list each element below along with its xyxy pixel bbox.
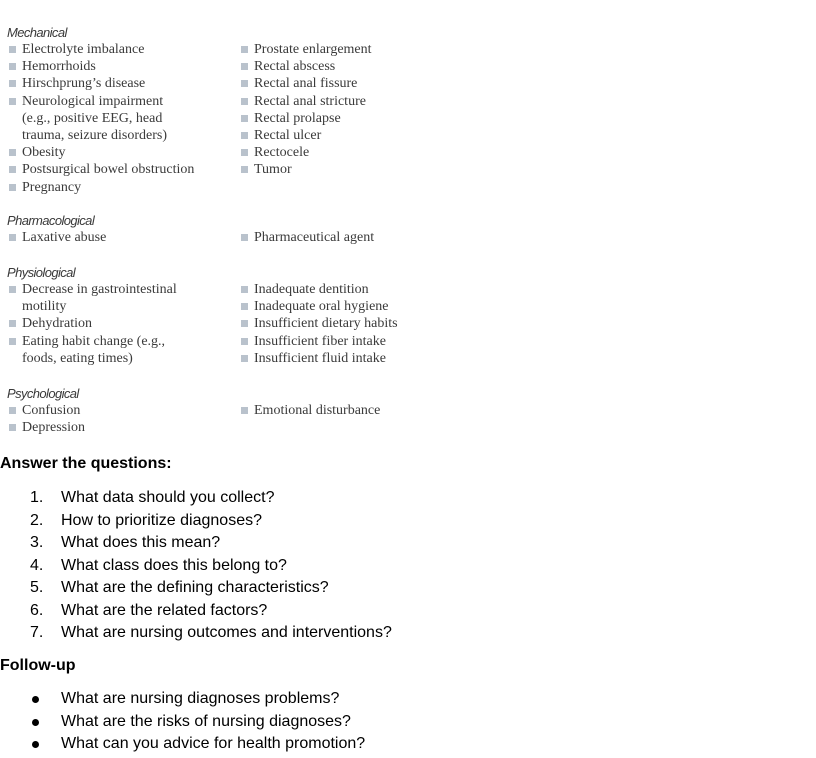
square-bullet-icon <box>9 338 16 345</box>
square-bullet-icon <box>241 320 248 327</box>
square-bullet-icon <box>9 166 16 173</box>
square-bullet-icon <box>241 303 248 310</box>
question-text: How to prioritize diagnoses? <box>61 511 262 529</box>
question-text: What are the related factors? <box>61 601 268 619</box>
question-text: What class does this belong to? <box>61 556 287 574</box>
question-text: What are the defining characteristics? <box>61 579 329 596</box>
followup-text: What are nursing diagnoses problems? <box>61 690 340 707</box>
followup-item <box>0 733 816 756</box>
square-bullet-icon <box>241 80 248 87</box>
square-bullet-icon <box>9 149 16 156</box>
square-bullet-icon <box>241 166 248 173</box>
list-item: Electrolyte imbalance <box>9 41 234 58</box>
factor-column-right <box>241 229 441 246</box>
section-title: Pharmacological <box>7 213 95 228</box>
list-item: Prostate enlargement <box>241 41 441 58</box>
question-item <box>0 510 816 533</box>
list-item: Rectocele <box>241 144 441 161</box>
list-item: Rectal abscess <box>241 58 441 75</box>
section-title: Mechanical <box>7 25 67 40</box>
factor-column-left <box>9 402 234 436</box>
list-item: Eating habit change (e.g., foods, eating times) <box>9 333 234 367</box>
square-bullet-icon <box>9 407 16 414</box>
factor-column-left <box>9 281 234 367</box>
factor-column-left <box>9 229 234 246</box>
questions-list <box>0 487 816 645</box>
list-item: Depression <box>9 419 234 436</box>
square-bullet-icon <box>9 184 16 191</box>
list-item: Laxative abuse <box>9 229 234 246</box>
list-item: Tumor <box>241 161 441 178</box>
question-item <box>0 622 816 645</box>
question-item <box>0 600 816 623</box>
square-bullet-icon <box>9 424 16 431</box>
list-item: Insufficient fiber intake <box>241 333 441 350</box>
square-bullet-icon <box>241 98 248 105</box>
factor-column-right <box>241 41 441 179</box>
question-text: What are nursing outcomes and interventions? <box>61 624 392 641</box>
square-bullet-icon <box>9 234 16 241</box>
bullet-icon <box>32 719 39 726</box>
question-number: 1. <box>30 489 44 506</box>
square-bullet-icon <box>9 46 16 53</box>
question-text: What does this mean? <box>61 534 221 551</box>
list-item: Neurological impairment (e.g., positive EEG, head trauma, seizure disorders) <box>9 93 234 145</box>
followup-text: What can you advice for health promotion? <box>61 735 366 752</box>
list-item: Hirschprung’s disease <box>9 75 234 92</box>
bullet-icon <box>32 741 39 748</box>
list-item: Obesity <box>9 144 234 161</box>
list-item: Confusion <box>9 402 234 419</box>
question-number: 6. <box>30 601 44 619</box>
question-text: What data should you collect? <box>61 489 275 506</box>
list-item: Insufficient dietary habits <box>241 315 441 332</box>
question-number: 5. <box>30 579 44 596</box>
list-item: Inadequate dentition <box>241 281 441 298</box>
factor-column-right <box>241 402 441 419</box>
question-number: 3. <box>30 534 44 551</box>
question-number: 4. <box>30 556 44 574</box>
square-bullet-icon <box>241 355 248 362</box>
question-number: 2. <box>30 511 44 529</box>
question-item <box>0 532 816 555</box>
section-title: Psychological <box>7 386 79 401</box>
followup-item <box>0 688 816 711</box>
square-bullet-icon <box>9 80 16 87</box>
list-item: Insufficient fluid intake <box>241 350 441 367</box>
question-number: 7. <box>30 624 44 641</box>
square-bullet-icon <box>241 46 248 53</box>
factor-column-right <box>241 281 441 367</box>
list-item: Dehydration <box>9 315 234 332</box>
question-item <box>0 487 816 510</box>
square-bullet-icon <box>241 234 248 241</box>
list-item: Pregnancy <box>9 179 234 196</box>
square-bullet-icon <box>9 320 16 327</box>
square-bullet-icon <box>241 115 248 122</box>
followup-text: What are the risks of nursing diagnoses? <box>61 712 351 730</box>
list-item: Rectal anal stricture <box>241 93 441 110</box>
square-bullet-icon <box>241 63 248 70</box>
section-title: Physiological <box>7 265 76 280</box>
questions-heading: Answer the questions: <box>0 455 172 472</box>
list-item: Rectal prolapse <box>241 110 441 127</box>
square-bullet-icon <box>241 149 248 156</box>
followup-list <box>0 688 816 756</box>
question-item <box>0 577 816 600</box>
followup-heading: Follow-up <box>0 657 76 674</box>
list-item: Hemorrhoids <box>9 58 234 75</box>
followup-item <box>0 711 816 734</box>
square-bullet-icon <box>241 286 248 293</box>
list-item: Rectal anal fissure <box>241 75 441 92</box>
list-item: Inadequate oral hygiene <box>241 298 441 315</box>
list-item: Pharmaceutical agent <box>241 229 441 246</box>
square-bullet-icon <box>9 63 16 70</box>
list-item: Decrease in gastrointestinal motility <box>9 281 234 315</box>
square-bullet-icon <box>9 98 16 105</box>
list-item: Rectal ulcer <box>241 127 441 144</box>
bullet-icon <box>32 696 39 703</box>
square-bullet-icon <box>241 132 248 139</box>
square-bullet-icon <box>241 407 248 414</box>
list-item: Postsurgical bowel obstruction <box>9 161 234 178</box>
square-bullet-icon <box>241 338 248 345</box>
square-bullet-icon <box>9 286 16 293</box>
list-item: Emotional disturbance <box>241 402 441 419</box>
factor-column-left <box>9 41 234 196</box>
question-item <box>0 555 816 578</box>
